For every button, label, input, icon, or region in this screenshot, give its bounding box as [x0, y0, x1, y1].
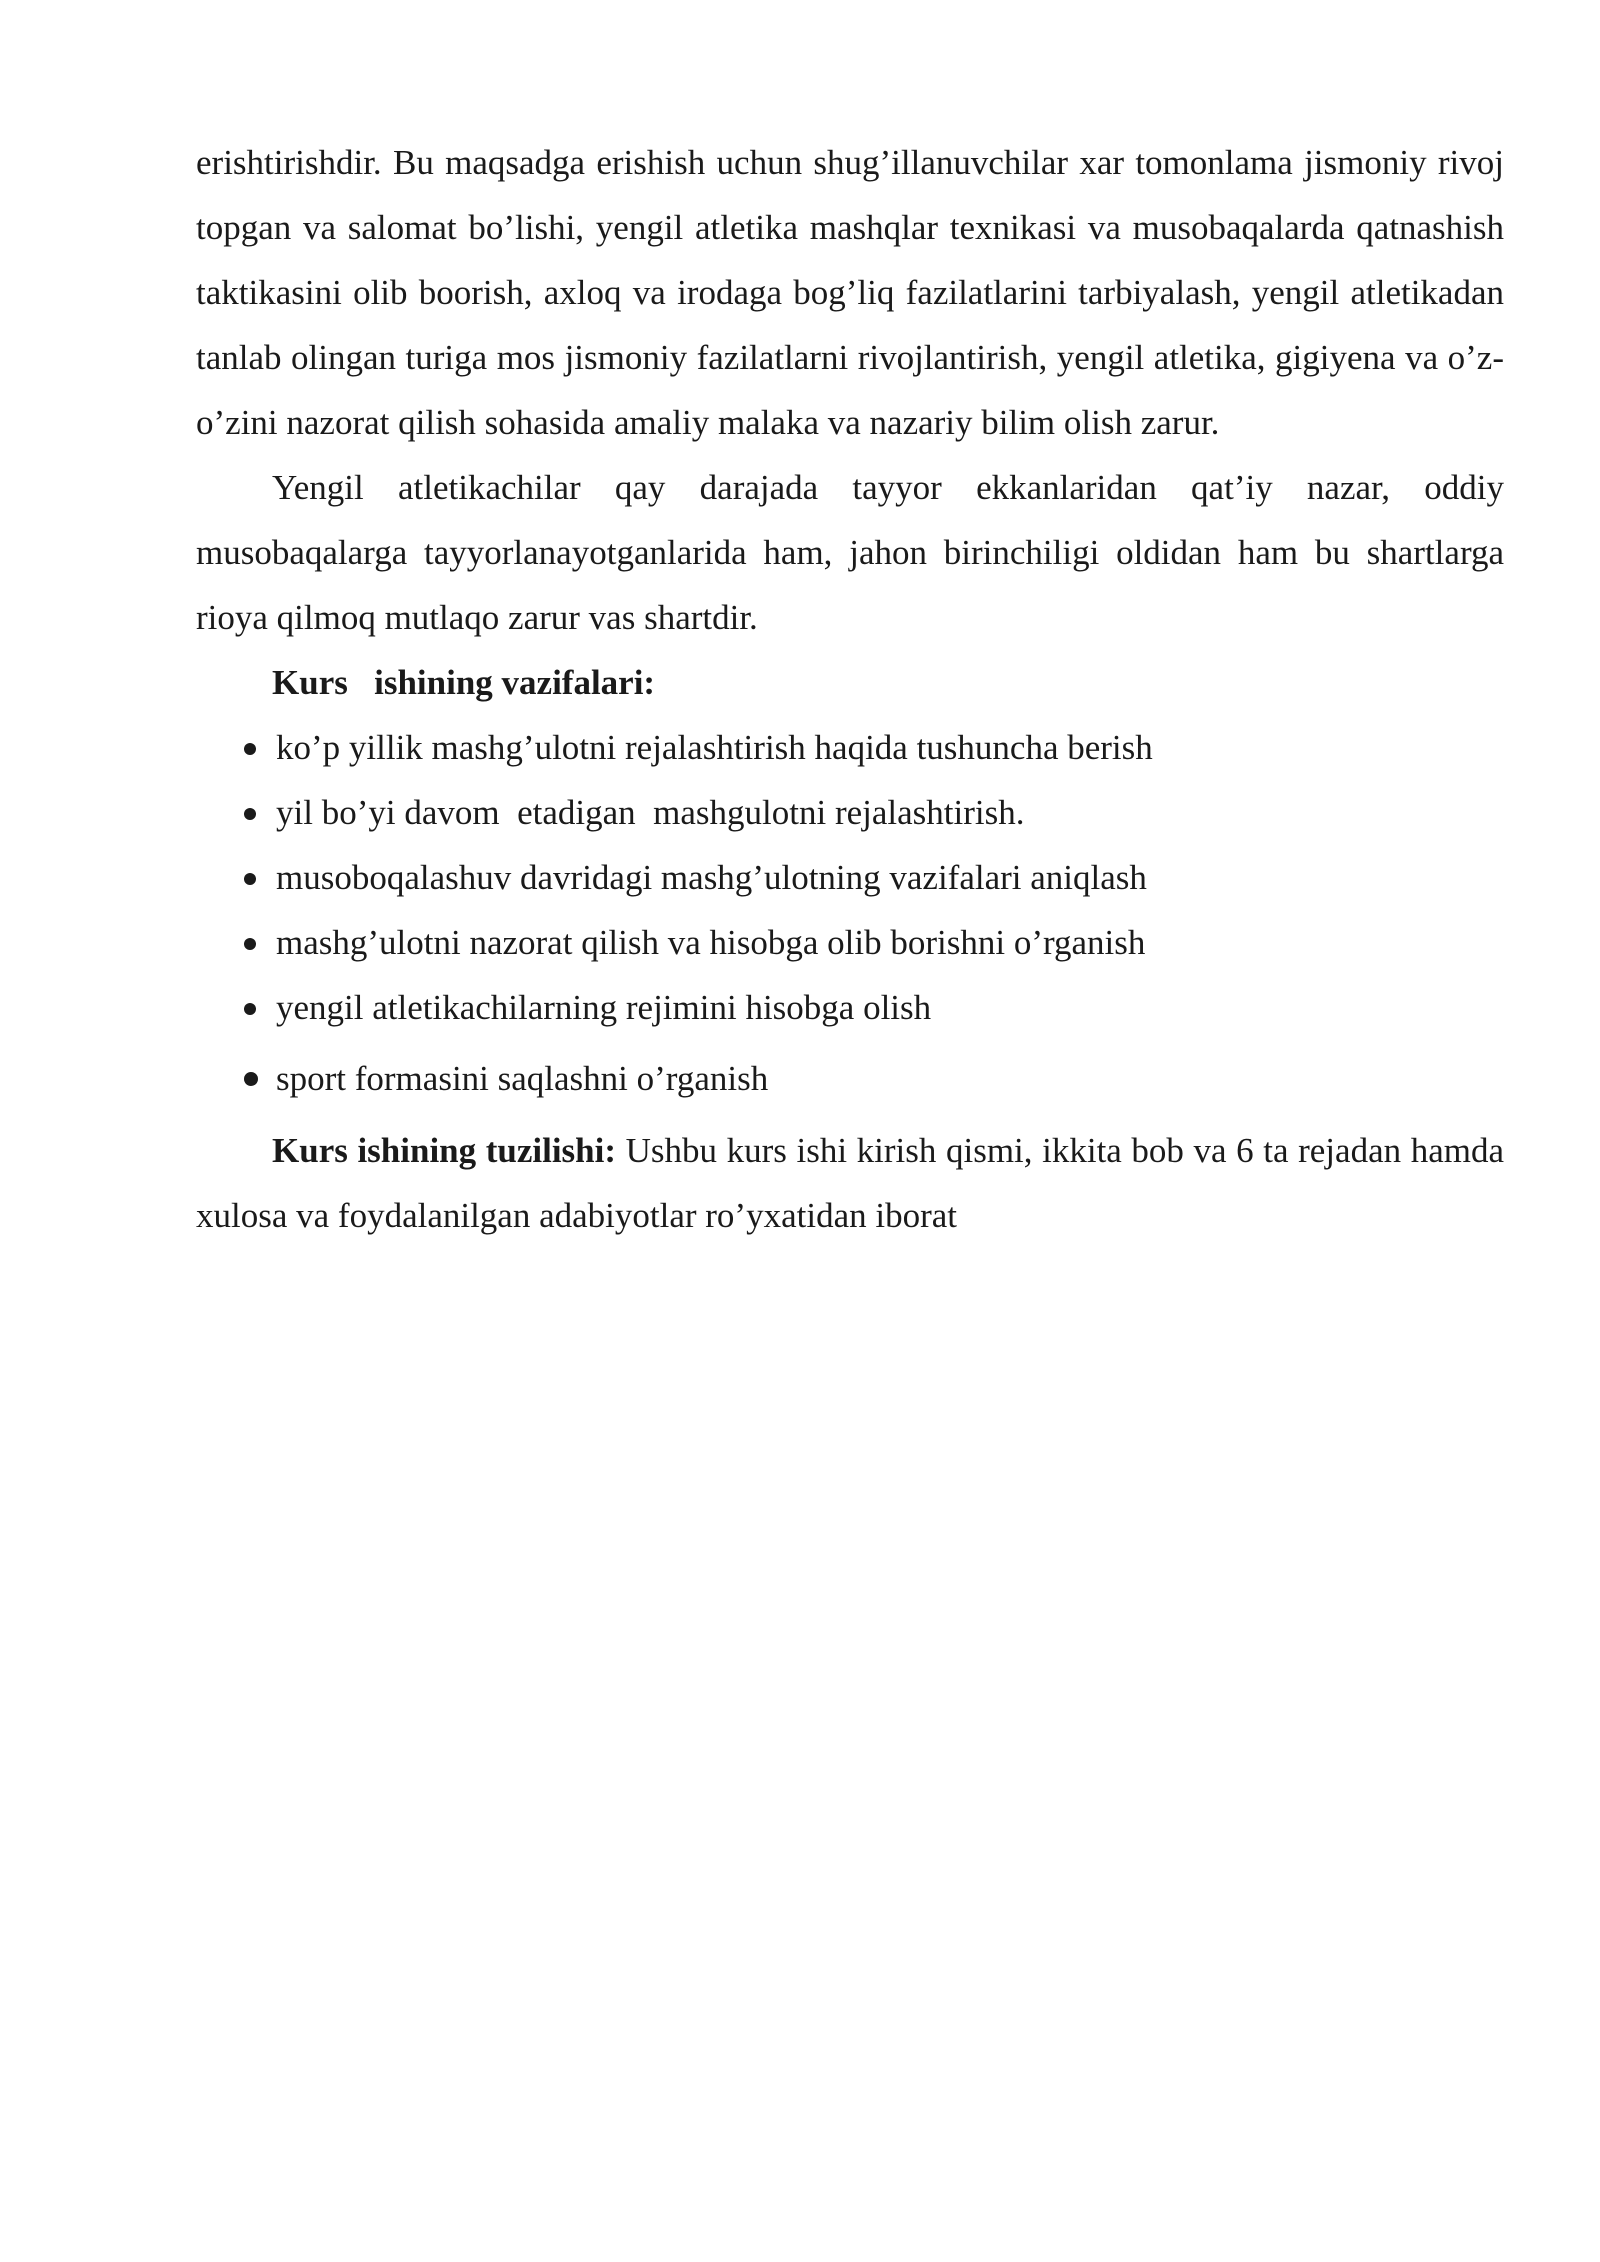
- list-item: [196, 780, 1504, 845]
- list-item-text: ko’p yillik mashg’ulotni rejalashtirish haqida tushuncha berish: [276, 728, 1153, 767]
- second-paragraph: Yengil atletikachilar qay darajada tayyor ekkanlaridan qat’iy nazar, oddiy musobaqalarga tayyorlanayotganlarida ham, jahon birinchiligi oldidan ham bu shartlarga rioya qilmoq mutlaqo zarur vas shartdir.: [196, 468, 1504, 637]
- structure-text: Ushbu kurs ishi kirish qismi, ikkita bob va 6 ta rejadan hamda xulosa va foydalanilgan adabiyotlar ro’yxatidan iborat: [196, 1131, 1504, 1235]
- bullet-icon: [244, 873, 256, 885]
- list-item-text: sport formasini saqlashni o’rganish: [276, 1059, 769, 1098]
- bullet-icon: [244, 808, 256, 820]
- list-item: [196, 715, 1504, 780]
- bullet-icon: [244, 743, 256, 755]
- list-item: [196, 910, 1504, 975]
- list-item-text: yengil atletikachilarning rejimini hisobga olish: [276, 988, 932, 1027]
- list-item: [196, 1040, 1504, 1118]
- tasks-list: [196, 715, 1504, 1118]
- bullet-icon: [244, 1072, 258, 1086]
- structure-label: Kurs ishining tuzilishi:: [272, 1131, 617, 1170]
- list-item: [196, 845, 1504, 910]
- list-item: [196, 975, 1504, 1040]
- intro-paragraph: erishtirishdir. Bu maqsadga erishish uchun shug’illanuvchilar xar tomonlama jismoniy rivoj topgan va salomat bo’lishi, yengil atletika mashqlar texnikasi va musobaqalarda qatnashish taktikasini olib boorish, axloq va irodaga bog’liq fazilatlarini tarbiyalash, yengil atletikadan tanlab olingan turiga mos jismoniy fazilatlarni rivojlantirish, yengil atletika, gigiyena va o’z-o’zini nazorat qilish sohasida amaliy malaka va nazariy bilim olish zarur.: [196, 143, 1504, 442]
- bullet-icon: [244, 938, 256, 950]
- tasks-heading: Kurs ishining vazifalari:: [272, 663, 656, 702]
- list-item-text: mashg’ulotni nazorat qilish va hisobga olib borishni o’rganish: [276, 923, 1146, 962]
- list-item-text: musoboqalashuv davridagi mashg’ulotning vazifalari aniqlash: [276, 858, 1147, 897]
- bullet-icon: [244, 1003, 256, 1015]
- structure-paragraph: [196, 1118, 1504, 1248]
- page-content: [196, 130, 1504, 1248]
- list-item-text: yil bo’yi davom etadigan mashgulotni rejalashtirish.: [276, 793, 1025, 832]
